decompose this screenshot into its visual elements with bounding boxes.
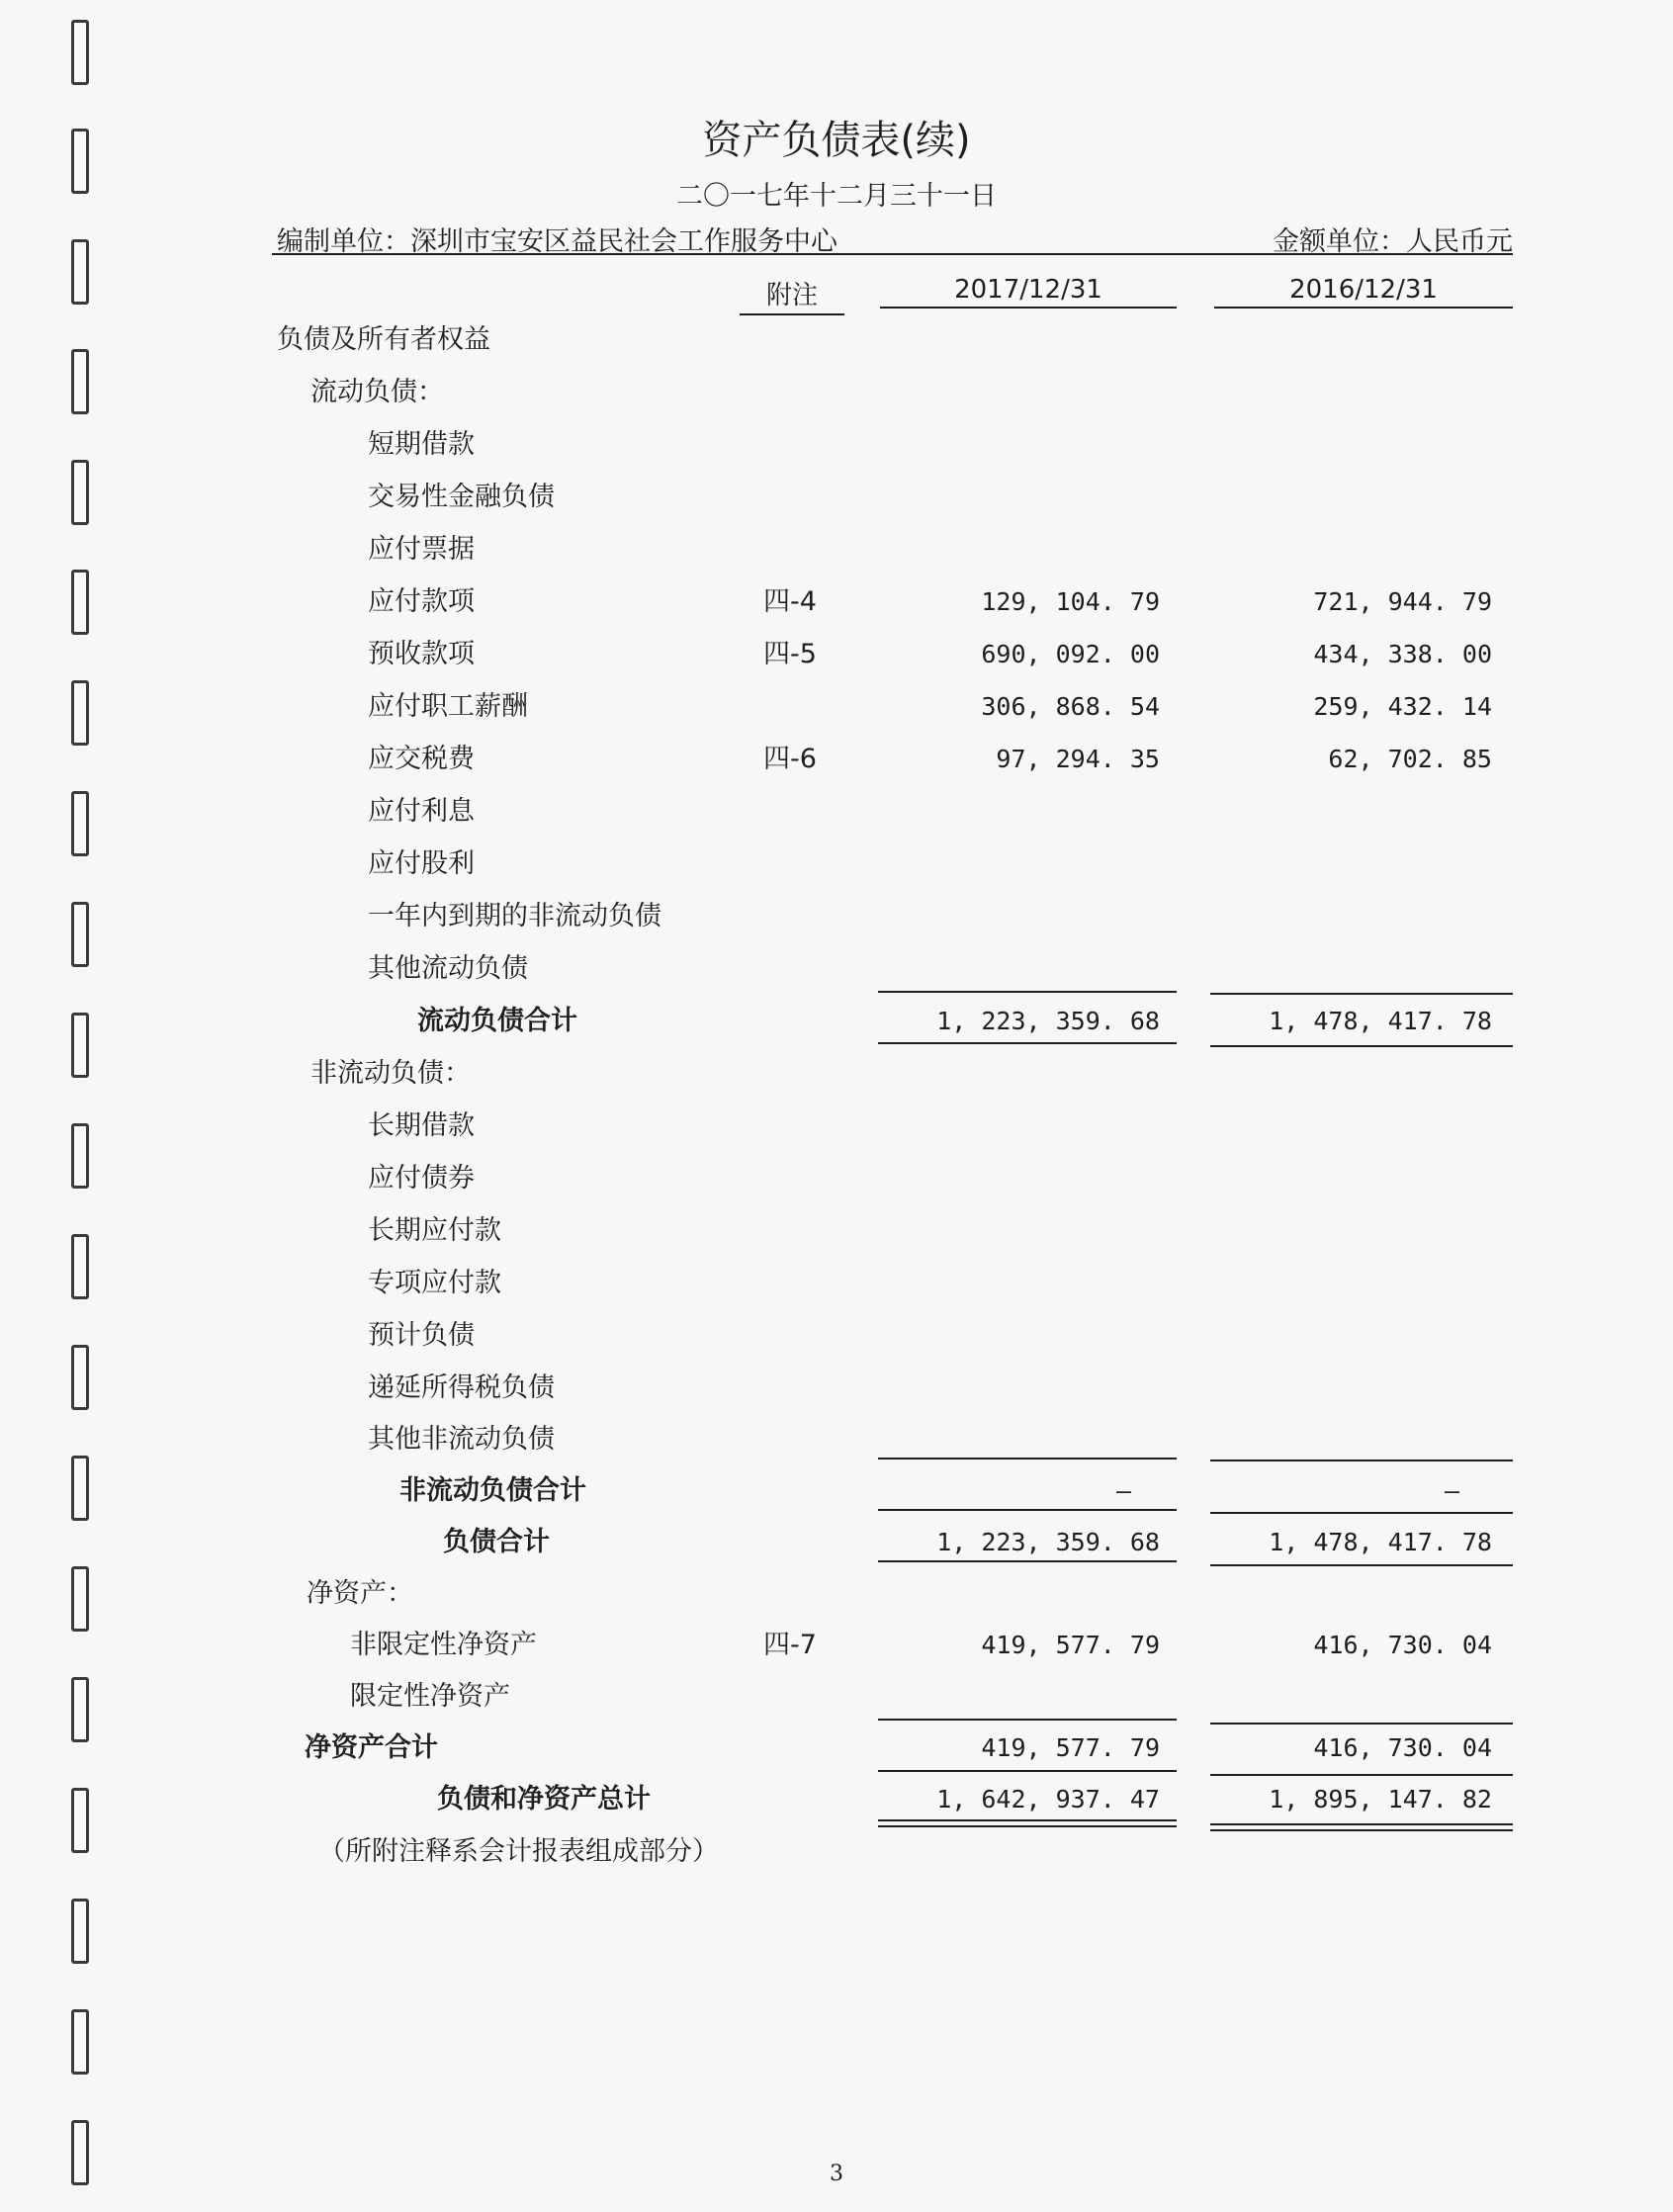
table-row <box>0 1624 1673 1667</box>
row-label: 应付债券 <box>368 1163 475 1194</box>
currency-unit: 金额单位：人民币元 <box>1273 226 1513 257</box>
row-label: 净资产： <box>307 1578 413 1609</box>
column-header-note: 附注 <box>740 275 844 315</box>
row-label: 应付票据 <box>368 534 475 565</box>
page-title: 资产负债表(续) <box>702 118 971 163</box>
row-label: 应付股利 <box>368 848 475 879</box>
value-2016: 416, 730. 04 <box>1313 1733 1492 1762</box>
row-label: 应付利息 <box>368 796 475 827</box>
table-row <box>0 1778 1673 1821</box>
table-row <box>0 947 1673 991</box>
subtotal-rule <box>1210 1774 1513 1776</box>
header-rule <box>272 253 1513 255</box>
row-label: 非流动负债： <box>310 1058 471 1089</box>
table-row <box>0 580 1673 624</box>
table-row <box>0 1209 1673 1253</box>
subtotal-rule <box>878 1042 1177 1044</box>
table-row <box>0 633 1673 676</box>
row-note: 四-7 <box>763 1630 817 1660</box>
binder-hole <box>71 1899 89 1964</box>
value-2016: – <box>1444 1476 1459 1505</box>
value-2017: 419, 577. 79 <box>981 1733 1160 1762</box>
table-row <box>0 528 1673 572</box>
row-label: 流动负债合计 <box>417 1006 577 1036</box>
row-label: 负债合计 <box>443 1527 550 1557</box>
row-label: 限定性净资产 <box>350 1681 510 1712</box>
row-label: 负债及所有者权益 <box>277 324 490 355</box>
row-label: 预计负债 <box>368 1320 475 1351</box>
row-note: 四-5 <box>763 639 817 669</box>
binder-hole <box>71 20 89 85</box>
value-2017: 419, 577. 79 <box>981 1631 1160 1659</box>
row-label: 应交税费 <box>368 744 475 774</box>
table-row <box>0 1726 1673 1770</box>
subtotal-rule <box>878 1770 1177 1772</box>
report-date: 二〇一七年十二月三十一日 <box>676 181 997 212</box>
row-label: 负债和净资产总计 <box>437 1784 651 1814</box>
row-label: 长期借款 <box>368 1110 475 1141</box>
row-label: 流动负债： <box>310 377 444 407</box>
value-2016: 1, 478, 417. 78 <box>1269 1528 1492 1556</box>
table-row <box>0 1052 1673 1096</box>
table-row <box>0 738 1673 781</box>
table-row <box>0 476 1673 519</box>
row-note: 四-4 <box>763 586 817 617</box>
value-2017: 306, 868. 54 <box>981 692 1160 721</box>
page-number: 3 <box>830 2162 843 2186</box>
total-double-rule <box>1210 1823 1513 1825</box>
row-label: 递延所得税负债 <box>368 1372 555 1403</box>
row-label: 应付款项 <box>368 586 475 617</box>
value-2017: 690, 092. 00 <box>981 640 1160 668</box>
value-2017: 129, 104. 79 <box>981 587 1160 616</box>
row-label: 一年内到期的非流动负债 <box>368 901 661 931</box>
row-note: 四-6 <box>763 744 817 774</box>
value-2016: 1, 895, 147. 82 <box>1269 1785 1492 1814</box>
table-row <box>0 1262 1673 1305</box>
subtotal-rule <box>1210 1460 1513 1461</box>
value-2017: – <box>1115 1476 1131 1505</box>
value-2016: 1, 478, 417. 78 <box>1269 1007 1492 1035</box>
table-row <box>0 1314 1673 1358</box>
value-2017: 1, 223, 359. 68 <box>936 1528 1160 1556</box>
table-row <box>0 1469 1673 1513</box>
table-row <box>0 895 1673 938</box>
total-double-rule <box>1210 1829 1513 1831</box>
table-row <box>0 842 1673 886</box>
binder-hole <box>71 239 89 305</box>
row-label: 专项应付款 <box>368 1268 501 1298</box>
binder-hole <box>71 2009 89 2075</box>
value-2016: 416, 730. 04 <box>1313 1631 1492 1659</box>
table-row <box>0 790 1673 834</box>
subtotal-rule <box>878 991 1177 993</box>
table-row <box>0 1572 1673 1616</box>
table-row <box>0 685 1673 729</box>
table-row <box>0 423 1673 467</box>
table-row <box>0 318 1673 362</box>
row-label: 应付职工薪酬 <box>368 691 528 722</box>
value-2017: 97, 294. 35 <box>996 745 1160 773</box>
row-label: 预收款项 <box>368 639 475 669</box>
row-label: 非限定性净资产 <box>350 1630 537 1660</box>
row-label: 交易性金融负债 <box>368 482 555 512</box>
table-row <box>0 1367 1673 1410</box>
table-row <box>0 371 1673 414</box>
value-2016: 62, 702. 85 <box>1328 745 1492 773</box>
subtotal-rule <box>1210 1512 1513 1514</box>
subtotal-rule <box>1210 1723 1513 1725</box>
row-label: 短期借款 <box>368 429 475 460</box>
value-2017: 1, 642, 937. 47 <box>936 1785 1160 1814</box>
value-2016: 259, 432. 14 <box>1313 692 1492 721</box>
row-label: 其他非流动负债 <box>368 1424 555 1455</box>
value-2016: 721, 944. 79 <box>1313 587 1492 616</box>
table-row <box>0 1000 1673 1043</box>
row-label: 非流动负债合计 <box>399 1475 586 1506</box>
total-double-rule <box>878 1825 1177 1827</box>
table-row <box>0 1521 1673 1564</box>
column-header-2017: 2017/12/31 <box>880 275 1177 309</box>
row-label: 其他流动负债 <box>368 953 528 984</box>
table-row <box>0 1418 1673 1461</box>
table-row <box>0 1675 1673 1719</box>
table-row <box>0 1105 1673 1148</box>
subtotal-rule <box>878 1509 1177 1511</box>
subtotal-rule <box>878 1719 1177 1721</box>
table-row <box>0 1157 1673 1200</box>
column-header-2016: 2016/12/31 <box>1214 275 1513 309</box>
subtotal-rule <box>878 1560 1177 1562</box>
subtotal-rule <box>878 1458 1177 1460</box>
subtotal-rule <box>1210 993 1513 995</box>
footnote: （所附注释系会计报表组成部分） <box>318 1836 719 1867</box>
total-double-rule <box>878 1819 1177 1821</box>
entity-name: 编制单位：深圳市宝安区益民社会工作服务中心 <box>277 226 837 257</box>
row-label: 长期应付款 <box>368 1215 501 1246</box>
subtotal-rule <box>1210 1045 1513 1047</box>
row-label: 净资产合计 <box>305 1732 438 1763</box>
subtotal-rule <box>1210 1564 1513 1566</box>
value-2017: 1, 223, 359. 68 <box>936 1007 1160 1035</box>
value-2016: 434, 338. 00 <box>1313 640 1492 668</box>
